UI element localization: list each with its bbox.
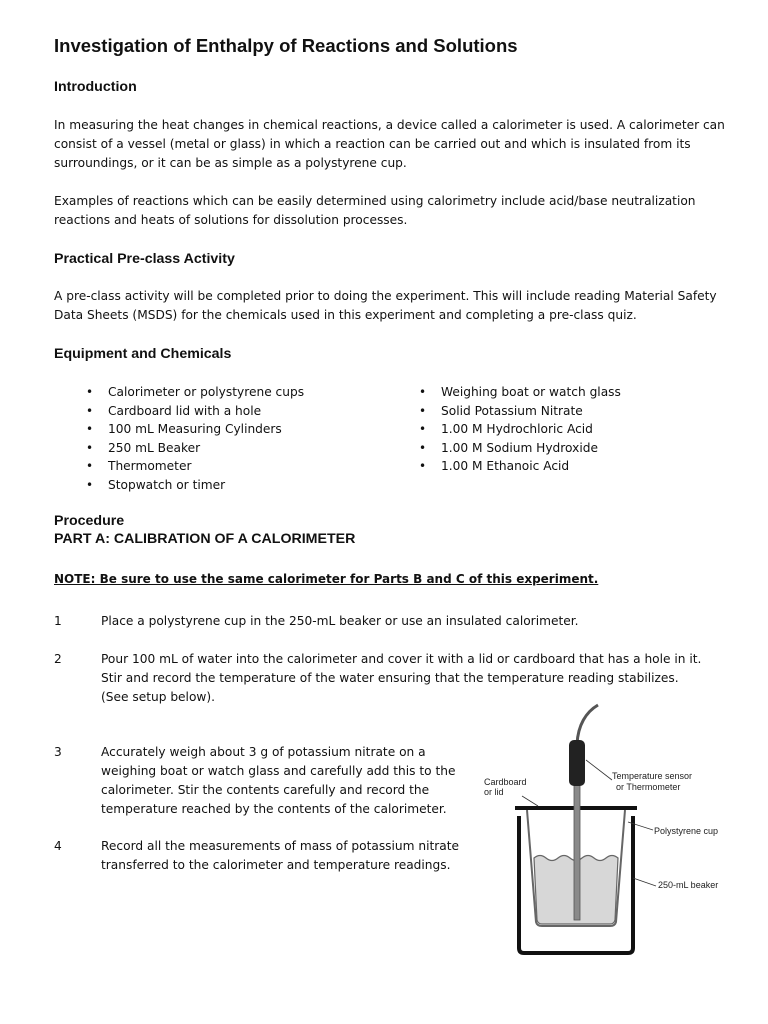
step-text [101,743,456,819]
sensor-leader [586,760,612,780]
document-title: Investigation of Enthalpy of Reactions and Solutions [54,35,518,56]
step-line: calorimeter. Stir the contents carefully and record the [101,783,430,797]
calorimeter-setup-diagram [478,700,738,960]
list-item: • 1.00 M Sodium Hydroxide [387,439,621,458]
preclass-paragraph: A pre-class activity will be completed prior to doing the experiment. This will include reading Material Safety Data Sheets (MSDS) for the chemicals used in this experiment and completing a pre-class quiz. [54,289,717,322]
thermometer-rod [574,780,580,920]
list-item: • Stopwatch or timer [54,476,304,495]
step-line: temperature reached by the contents of the calorimeter. [101,802,447,816]
cardboard-label-line-2: or lid [484,787,504,797]
step-number: 1 [54,614,62,628]
step-line: (See setup below). [101,690,215,704]
cardboard-leader [522,796,538,806]
step-line: Stir and record the temperature of the water ensuring that the temperature reading stabilizes. [101,671,679,685]
procedure-note: NOTE: Be sure to use the same calorimeter for Parts B and C of this experiment. [54,572,599,586]
step-number: 2 [54,652,62,666]
step-text [101,837,459,875]
part-a-heading: PART A: CALIBRATION OF A CALORIMETER [54,531,356,547]
beaker-label: 250-mL beaker [658,880,719,890]
step-number: 3 [54,745,62,759]
procedure-heading: Procedure [54,513,125,529]
step-line: Accurately weigh about 3 g of potassium nitrate on a [101,745,426,759]
list-item: • Thermometer [54,457,304,476]
step-line: Record all the measurements of mass of potassium nitrate [101,839,460,853]
equipment-list-left [54,383,304,494]
thermometer-grip [569,740,585,786]
step-line: weighing boat or watch glass and carefully add this to the [101,764,456,778]
step-text [101,650,701,707]
list-item: • 1.00 M Ethanoic Acid [387,457,621,476]
beaker-leader [633,878,656,886]
list-item: • 100 mL Measuring Cylinders [54,420,304,439]
list-item: • Weighing boat or watch glass [387,383,621,402]
step-line: transferred to the calorimeter and temperature readings. [101,858,451,872]
equipment-heading: Equipment and Chemicals [54,346,232,362]
sensor-cable [577,705,598,744]
introduction-heading: Introduction [54,79,137,95]
cardboard-label-line-1: Cardboard [484,777,527,787]
sensor-label-line-2: or Thermometer [616,782,681,792]
list-item: • Solid Potassium Nitrate [387,402,621,421]
list-item: • 250 mL Beaker [54,439,304,458]
step-text: Place a polystyrene cup in the 250-mL beaker or use an insulated calorimeter. [101,614,579,628]
list-item: • Calorimeter or polystyrene cups [54,383,304,402]
preclass-heading: Practical Pre-class Activity [54,251,235,267]
sensor-label-line-1: Temperature sensor [612,771,693,781]
step-number: 4 [54,839,62,853]
list-item: • 1.00 M Hydrochloric Acid [387,420,621,439]
introduction-paragraph-1: In measuring the heat changes in chemical reactions, a device called a calorimeter is used. A calorimeter can consist of a vessel (metal or glass) in which a reaction can be carried out and which is insulated from its surroundings, or it can be as simple as a polystyrene cup. [54,118,725,170]
introduction-paragraph-2: Examples of reactions which can be easily determined using calorimetry include acid/base neutralization reactions and heats of solutions for dissolution processes. [54,194,696,227]
list-item: • Cardboard lid with a hole [54,402,304,421]
cup-label: Polystyrene cup [654,826,719,836]
step-line: Pour 100 mL of water into the calorimeter and cover it with a lid or cardboard that has a hole in it. [101,652,702,666]
equipment-list-right [387,383,621,476]
